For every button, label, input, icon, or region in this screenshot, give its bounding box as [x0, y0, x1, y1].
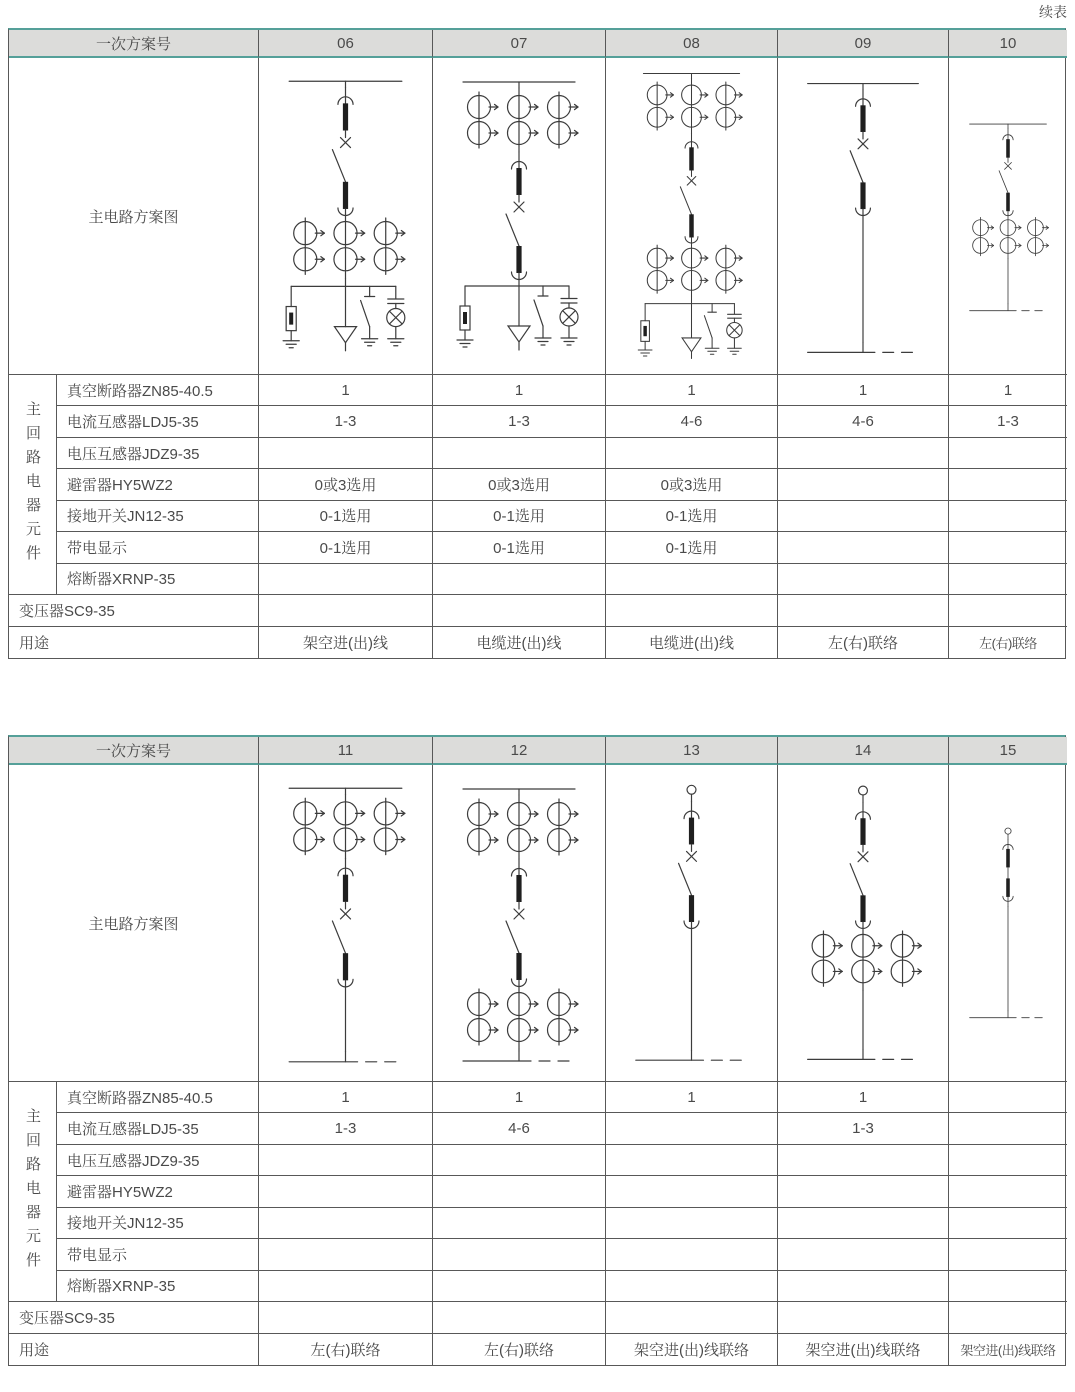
component-count-value — [949, 438, 1067, 469]
component-count-value: 0或3选用 — [433, 469, 606, 500]
component-count-value — [259, 595, 433, 626]
component-count-value — [606, 1239, 778, 1270]
circuit-diagram — [778, 58, 949, 375]
component-name: 真空断路器ZN85-40.5 — [57, 375, 259, 406]
component-count-value — [949, 469, 1067, 500]
component-count-value — [259, 438, 433, 469]
component-name: 接地开关JN12-35 — [57, 1208, 259, 1239]
component-count-value: 0-1选用 — [259, 532, 433, 563]
component-count-value — [949, 1082, 1067, 1113]
component-count-value: 0-1选用 — [606, 532, 778, 563]
diagram-row-label: 主电路方案图 — [9, 765, 259, 1082]
component-count-value — [949, 1302, 1067, 1333]
usage-value: 左(右)联络 — [259, 1334, 433, 1365]
component-count-value — [259, 1239, 433, 1270]
main-circuit-components-label: 主回路电器元件 — [9, 375, 57, 595]
component-count-value: 0或3选用 — [606, 469, 778, 500]
component-count-value: 1 — [778, 375, 949, 406]
component-count-value: 4-6 — [433, 1113, 606, 1144]
component-count-value: 1 — [949, 375, 1067, 406]
component-count-value — [949, 501, 1067, 532]
component-count-value: 1-3 — [259, 406, 433, 437]
component-name: 避雷器HY5WZ2 — [57, 469, 259, 500]
component-count-value — [606, 564, 778, 595]
component-count-value — [606, 595, 778, 626]
component-count-value — [949, 1113, 1067, 1144]
component-count-value — [949, 1239, 1067, 1270]
component-count-value — [778, 532, 949, 563]
component-count-value: 1 — [259, 375, 433, 406]
component-count-value — [778, 1271, 949, 1302]
component-count-value: 0或3选用 — [259, 469, 433, 500]
scheme-number-header: 一次方案号 — [9, 737, 259, 765]
component-count-value: 1 — [433, 375, 606, 406]
component-count-value: 1 — [606, 375, 778, 406]
scheme-number: 07 — [433, 30, 606, 58]
usage-value: 左(右)联络 — [778, 627, 949, 658]
component-count-value — [606, 1145, 778, 1176]
component-count-value — [778, 1302, 949, 1333]
component-name: 带电显示 — [57, 1239, 259, 1270]
component-count-value — [949, 564, 1067, 595]
component-count-value — [778, 564, 949, 595]
component-count-value — [606, 1302, 778, 1333]
component-count-value — [949, 1176, 1067, 1207]
circuit-diagram — [606, 58, 778, 375]
transformer-name: 变压器SC9-35 — [9, 595, 259, 626]
component-count-value: 1 — [778, 1082, 949, 1113]
scheme-number: 09 — [778, 30, 949, 58]
component-count-value — [433, 1176, 606, 1207]
component-count-value — [606, 1271, 778, 1302]
scheme-table-top — [8, 28, 1066, 659]
usage-value: 左(右)联络 — [979, 635, 1037, 651]
component-name: 熔断器XRNP-35 — [57, 564, 259, 595]
component-count-value — [949, 595, 1067, 626]
scheme-number: 08 — [606, 30, 778, 58]
component-count-value — [433, 595, 606, 626]
component-name: 真空断路器ZN85-40.5 — [57, 1082, 259, 1113]
component-count-value — [259, 564, 433, 595]
component-count-value: 1 — [433, 1082, 606, 1113]
usage-value: 架空进(出)线联络 — [778, 1334, 949, 1365]
component-count-value — [606, 1113, 778, 1144]
component-name: 电压互感器JDZ9-35 — [57, 1145, 259, 1176]
continued-table-label: 续表 — [1039, 4, 1067, 20]
scheme-number: 06 — [259, 30, 433, 58]
component-count-value — [949, 532, 1067, 563]
component-count-value — [778, 501, 949, 532]
circuit-diagram — [606, 765, 778, 1082]
main-circuit-components-label: 主回路电器元件 — [9, 1082, 57, 1302]
component-name: 电流互感器LDJ5-35 — [57, 406, 259, 437]
component-count-value — [259, 1271, 433, 1302]
component-count-value: 1-3 — [259, 1113, 433, 1144]
component-count-value — [433, 1145, 606, 1176]
component-count-value — [433, 1271, 606, 1302]
usage-value: 左(右)联络 — [433, 1334, 606, 1365]
component-count-value: 1 — [259, 1082, 433, 1113]
component-count-value: 1 — [606, 1082, 778, 1113]
component-count-value — [433, 1208, 606, 1239]
component-count-value — [433, 564, 606, 595]
component-count-value — [259, 1208, 433, 1239]
component-count-value: 4-6 — [778, 406, 949, 437]
component-count-value — [433, 1302, 606, 1333]
component-count-value — [778, 1208, 949, 1239]
component-count-value: 0-1选用 — [606, 501, 778, 532]
component-count-value — [778, 438, 949, 469]
component-count-value — [778, 1145, 949, 1176]
scheme-number: 10 — [949, 30, 1067, 58]
circuit-diagram — [433, 58, 606, 375]
component-count-value — [259, 1302, 433, 1333]
component-count-value: 0-1选用 — [433, 532, 606, 563]
circuit-diagram — [259, 58, 433, 375]
scheme-number-header: 一次方案号 — [9, 30, 259, 58]
component-count-value: 1-3 — [433, 406, 606, 437]
component-count-value: 0-1选用 — [433, 501, 606, 532]
diagram-row-label: 主电路方案图 — [9, 58, 259, 375]
usage-value: 架空进(出)线 — [259, 627, 433, 658]
usage-value: 架空进(出)线联络 — [606, 1334, 778, 1365]
component-count-value — [259, 1176, 433, 1207]
usage-label: 用途 — [9, 627, 259, 658]
scheme-number: 15 — [949, 737, 1067, 765]
component-count-value — [778, 1239, 949, 1270]
usage-value: 电缆进(出)线 — [433, 627, 606, 658]
component-count-value — [259, 1145, 433, 1176]
component-count-value — [778, 1176, 949, 1207]
scheme-number: 14 — [778, 737, 949, 765]
component-count-value — [949, 1271, 1067, 1302]
component-count-value: 0-1选用 — [259, 501, 433, 532]
circuit-diagram — [949, 765, 1067, 1082]
scheme-table-bottom — [8, 735, 1066, 1366]
component-count-value — [606, 438, 778, 469]
component-count-value — [606, 1208, 778, 1239]
component-name: 熔断器XRNP-35 — [57, 1271, 259, 1302]
component-count-value — [433, 438, 606, 469]
component-name: 接地开关JN12-35 — [57, 501, 259, 532]
component-name: 电压互感器JDZ9-35 — [57, 438, 259, 469]
component-name: 电流互感器LDJ5-35 — [57, 1113, 259, 1144]
usage-value: 电缆进(出)线 — [606, 627, 778, 658]
circuit-diagram — [259, 765, 433, 1082]
circuit-diagram — [949, 58, 1067, 375]
scheme-number: 11 — [259, 737, 433, 765]
component-name: 避雷器HY5WZ2 — [57, 1176, 259, 1207]
scheme-number: 12 — [433, 737, 606, 765]
component-count-value — [606, 1176, 778, 1207]
transformer-name: 变压器SC9-35 — [9, 1302, 259, 1333]
component-count-value — [778, 469, 949, 500]
scheme-number: 13 — [606, 737, 778, 765]
component-count-value — [778, 595, 949, 626]
usage-label: 用途 — [9, 1334, 259, 1365]
component-count-value — [949, 1208, 1067, 1239]
component-count-value: 4-6 — [606, 406, 778, 437]
component-count-value — [949, 1145, 1067, 1176]
component-count-value: 1-3 — [949, 406, 1067, 437]
circuit-diagram — [433, 765, 606, 1082]
component-name: 带电显示 — [57, 532, 259, 563]
component-count-value — [433, 1239, 606, 1270]
component-count-value: 1-3 — [778, 1113, 949, 1144]
usage-value: 架空进(出)线联络 — [960, 1342, 1056, 1358]
circuit-diagram — [778, 765, 949, 1082]
